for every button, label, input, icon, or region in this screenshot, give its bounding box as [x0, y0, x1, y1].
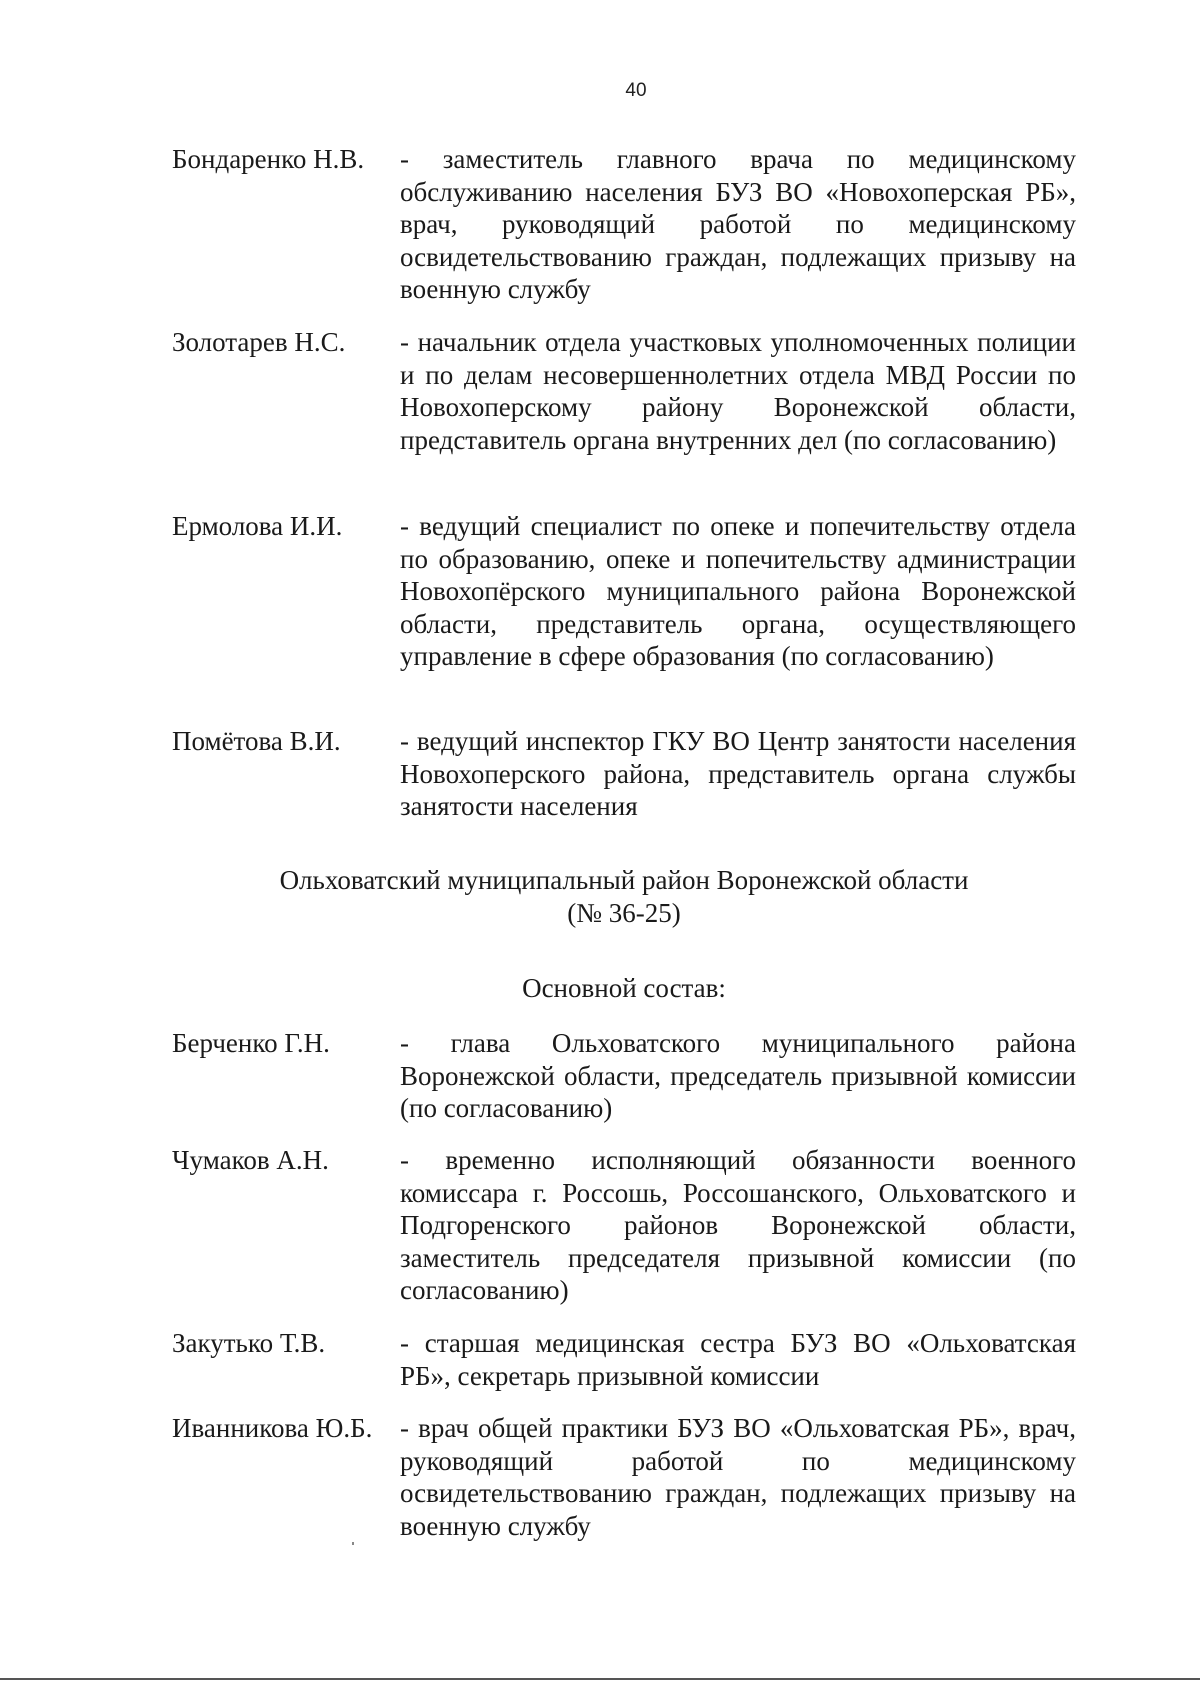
member-name: Закутько Т.В. — [172, 1328, 326, 1358]
member-entry — [172, 1327, 1076, 1392]
member-description: - начальник отдела участковых уполномоченных полиции и по делам несовершеннолетних отдела МВД России по Новохоперскому району Воронежской области, представитель органа внутренних дел (по согласованию) — [400, 327, 1076, 455]
member-description: - временно исполняющий обязанности военного комиссара г. Россошь, Россошанского, Ольховатского и Подгоренского районов Воронежской области, заместитель председателя призывной комиссии (по согласованию) — [400, 1145, 1076, 1305]
member-entry — [172, 326, 1076, 456]
subheading-main-composition: Основной состав: — [522, 973, 726, 1003]
member-entry — [172, 1412, 1076, 1542]
page-bottom-rule — [0, 1678, 1200, 1680]
district-title: Ольховатский муниципальный район Воронежской области — [279, 865, 969, 895]
member-entry — [172, 510, 1076, 673]
member-entry — [172, 725, 1076, 823]
member-description: - старшая медицинская сестра БУЗ ВО «Ольховатская РБ», секретарь призывной комиссии — [400, 1328, 1076, 1391]
member-name: Золотарев Н.С. — [172, 327, 346, 357]
member-description: - глава Ольховатского муниципального района Воронежской области, председатель призывной комиссии (по согласованию) — [400, 1028, 1076, 1123]
member-name: Иванникова Ю.Б. — [172, 1413, 373, 1443]
member-name: Ермолова И.И. — [172, 511, 343, 541]
page-number: 40 — [625, 80, 647, 101]
member-entry — [172, 143, 1076, 306]
member-description: - ведущий специалист по опеке и попечительству отдела по образованию, опеке и попечительству администрации Новохопёрского муниципального района Воронежской области, представитель органа, осуществляющего управление в сфере образования (по согласованию) — [400, 511, 1076, 671]
district-code: (№ 36-25) — [567, 898, 681, 928]
member-name: Бондаренко Н.В. — [172, 144, 365, 174]
member-description: - врач общей практики БУЗ ВО «Ольховатская РБ», врач, руководящий работой по медицинскому освидетельствованию граждан, подлежащих призыву на военную службу — [400, 1413, 1076, 1541]
member-description: - заместитель главного врача по медицинскому обслуживанию населения БУЗ ВО «Новохоперская РБ», врач, руководящий работой по медицинскому освидетельствованию граждан, подлежащих призыву на военную службу — [400, 144, 1076, 304]
member-entry — [172, 1027, 1076, 1125]
member-name: Берченко Г.Н. — [172, 1028, 330, 1058]
member-entry — [172, 1144, 1076, 1307]
scan-speck — [352, 1542, 354, 1545]
member-name: Чумаков А.Н. — [172, 1145, 329, 1175]
member-name: Помётова В.И. — [172, 726, 341, 756]
member-description: - ведущий инспектор ГКУ ВО Центр занятости населения Новохоперского района, представитель органа службы занятости населения — [400, 726, 1076, 821]
